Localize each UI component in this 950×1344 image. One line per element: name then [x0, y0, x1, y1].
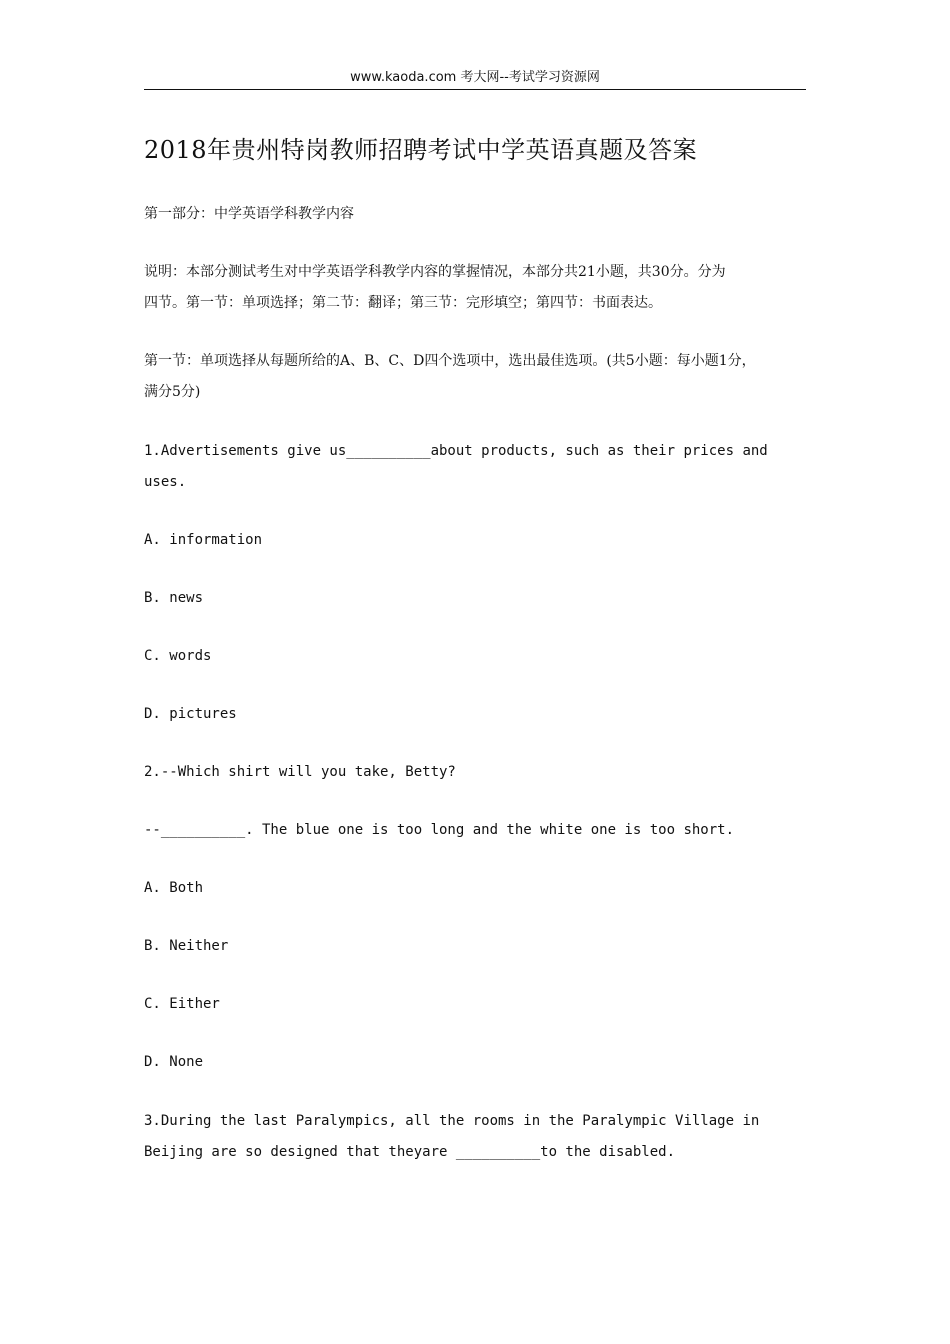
- question-3-stem-line-2: Beijing are so designed that theyare __________to the disabled.: [144, 1144, 676, 1160]
- question-2-option-b: B. Neither: [144, 938, 229, 954]
- section1-line-2: 满分5分): [144, 384, 201, 400]
- question-1-option-c: C. words: [144, 648, 212, 664]
- question-2-stem-line-2: --__________. The blue one is too long and the white one is too short.: [144, 822, 735, 838]
- header-divider: [144, 89, 806, 90]
- question-2-option-d: D. None: [144, 1054, 204, 1070]
- instructions-line-2: 四节。第一节：单项选择；第二节：翻译；第三节：完形填空；第四节：书面表达。: [144, 295, 662, 311]
- question-1-option-d: D. pictures: [144, 706, 237, 722]
- section1-line-1: 第一节：单项选择从每题所给的A、B、C、D四个选项中，选出最佳选项。(共5小题：每小题1分，: [144, 353, 756, 369]
- question-2-option-a: A. Both: [144, 880, 204, 896]
- question-1-option-b: B. news: [144, 590, 204, 606]
- question-1-option-a: A. information: [144, 532, 263, 548]
- question-2-stem-line-1: 2.--Which shirt will you take, Betty?: [144, 764, 456, 780]
- part-heading: 第一部分：中学英语学科教学内容: [144, 206, 354, 222]
- page-header: www.kaoda.com 考大网--考试学习资源网: [350, 70, 600, 85]
- instructions-line-1: 说明：本部分测试考生对中学英语学科教学内容的掌握情况，本部分共21小题，共30分。分为: [144, 264, 726, 280]
- question-3-stem-line-1: 3.During the last Paralympics, all the rooms in the Paralympic Village in: [144, 1113, 760, 1129]
- question-2-option-c: C. Either: [144, 996, 220, 1012]
- question-1-stem-line-2: uses.: [144, 474, 187, 490]
- question-1-stem-line-1: 1.Advertisements give us__________about products, such as their prices and: [144, 443, 768, 459]
- document-title: 2018年贵州特岗教师招聘考试中学英语真题及答案: [144, 136, 698, 164]
